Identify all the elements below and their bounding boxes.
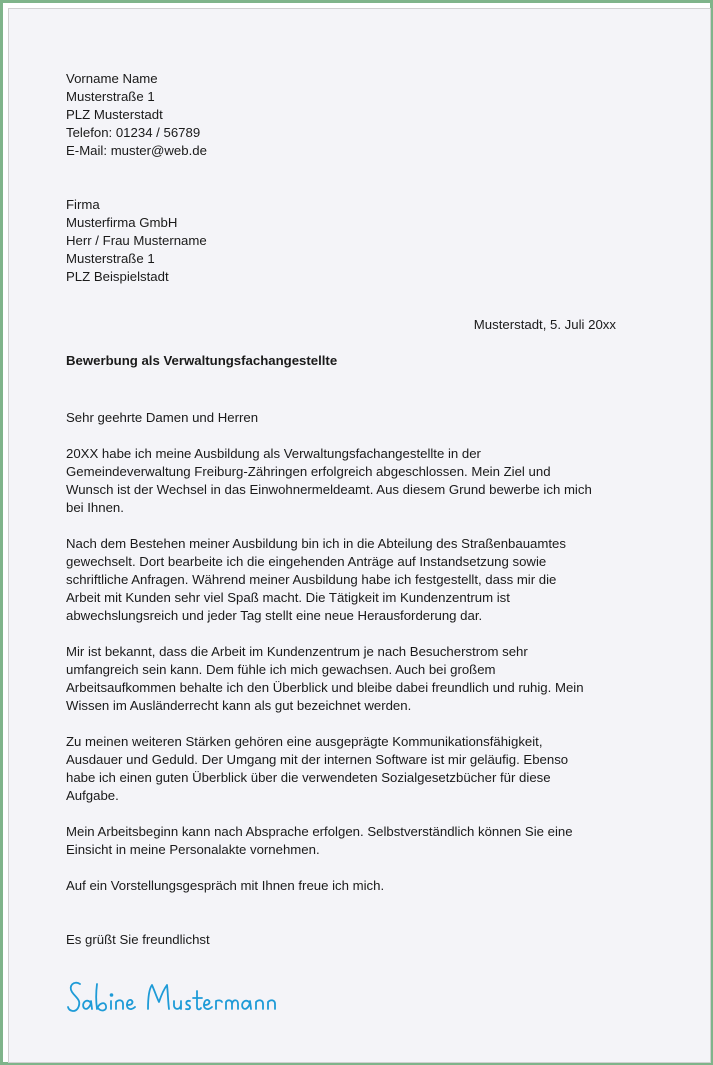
paragraph-line: Wunsch ist der Wechsel in das Einwohnermeldeamt. Aus diesem Grund bewerbe ich mich — [66, 482, 592, 497]
paragraph-line: Mein Arbeitsbeginn kann nach Absprache erfolgen. Selbstverständlich können Sie eine — [66, 824, 573, 839]
paragraph-line: abwechslungsreich und jeder Tag stellt eine neue Herausforderung dar. — [66, 608, 483, 623]
letter-content — [66, 70, 631, 949]
sender-name: Vorname Name — [66, 71, 158, 86]
handwritten-signature — [66, 976, 296, 1022]
sender-email: E-Mail: muster@web.de — [66, 143, 207, 158]
recipient-company-label: Firma — [66, 197, 100, 212]
paragraph-line: Gemeindeverwaltung Freiburg-Zähringen erfolgreich abgeschlossen. Mein Ziel und — [66, 464, 551, 479]
sender-address — [66, 70, 631, 160]
recipient-company: Musterfirma GmbH — [66, 215, 178, 230]
paragraph-4 — [66, 733, 631, 805]
sender-street: Musterstraße 1 — [66, 89, 155, 104]
paragraph-line: umfangreich sein kann. Dem fühle ich mich gewachsen. Auch bei großem — [66, 662, 496, 677]
paragraph-line: Arbeitsaufkommen behalte ich den Überblick und bleibe dabei freundlich und ruhig. Mein — [66, 680, 584, 695]
recipient-contact: Herr / Frau Mustername — [66, 233, 207, 248]
paragraph-line: gewechselt. Dort bearbeite ich die eingehenden Anträge auf Instandsetzung sowie — [66, 554, 547, 569]
paragraph-6 — [66, 877, 631, 895]
paragraph-3 — [66, 643, 631, 715]
sender-phone: Telefon: 01234 / 56789 — [66, 125, 201, 140]
paragraph-line: 20XX habe ich meine Ausbildung als Verwaltungsfachangestellte in der — [66, 446, 481, 461]
paragraph-line: Ausdauer und Geduld. Der Umgang mit der internen Software ist mir geläufig. Ebenso — [66, 752, 569, 767]
paragraph-line: habe ich einen guten Überblick über die verwendeten Sozialgesetzbücher für diese — [66, 770, 551, 785]
salutation: Sehr geehrte Damen und Herren — [66, 410, 259, 425]
letter-subject: Bewerbung als Verwaltungsfachangestellte — [66, 353, 338, 368]
spacer — [66, 160, 631, 196]
signature-drawing — [66, 976, 296, 1022]
paragraph-line: Einsicht in meine Personalakte vornehmen. — [66, 842, 320, 857]
paragraph-line: Arbeit mit Kunden sehr viel Spaß macht. Die Tätigkeit im Kundenzentrum ist — [66, 590, 510, 605]
closing-phrase: Es grüßt Sie freundlichst — [66, 932, 210, 947]
recipient-street: Musterstraße 1 — [66, 251, 155, 266]
recipient-address — [66, 196, 631, 286]
paragraph-line: Nach dem Bestehen meiner Ausbildung bin ich in die Abteilung des Straßenbauamtes — [66, 536, 566, 551]
paragraph-line: Wissen im Ausländerrecht kann als gut bezeichnet werden. — [66, 698, 412, 713]
paragraph-line: Auf ein Vorstellungsgespräch mit Ihnen freue ich mich. — [66, 878, 385, 893]
recipient-city: PLZ Beispielstadt — [66, 269, 169, 284]
letter-date: Musterstadt, 5. Juli 20xx — [473, 317, 616, 332]
paragraph-line: schriftliche Anfragen. Während meiner Ausbildung habe ich festgestellt, dass mir die — [66, 572, 557, 587]
paragraph-2 — [66, 535, 631, 625]
paragraph-line: bei Ihnen. — [66, 500, 124, 515]
paragraph-line: Mir ist bekannt, dass die Arbeit im Kundenzentrum je nach Besucherstrom sehr — [66, 644, 528, 659]
paragraph-line: Aufgabe. — [66, 788, 119, 803]
paragraph-1 — [66, 445, 631, 517]
paragraph-line: Zu meinen weiteren Stärken gehören eine ausgeprägte Kommunikationsfähigkeit, — [66, 734, 543, 749]
paragraph-5 — [66, 823, 631, 859]
sender-city: PLZ Musterstadt — [66, 107, 163, 122]
